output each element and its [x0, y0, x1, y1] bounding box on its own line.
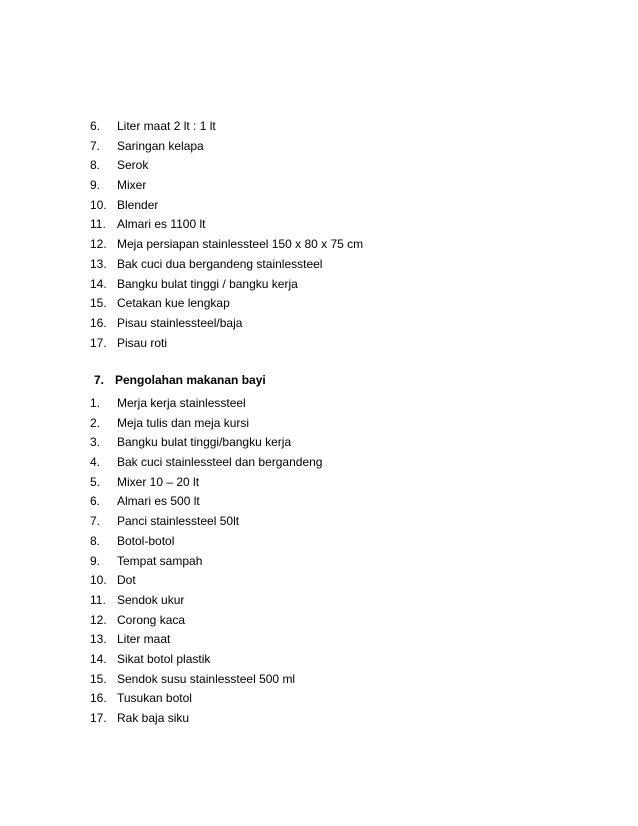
list-item — [90, 532, 322, 552]
list-item — [90, 314, 363, 334]
list-item — [90, 117, 363, 137]
item-text: Sikat botol plastik — [117, 651, 211, 666]
item-number: 14. — [90, 276, 107, 291]
list-item — [90, 571, 322, 591]
item-number: 8. — [90, 533, 101, 548]
list-item — [90, 689, 322, 709]
item-number: 15. — [90, 671, 107, 686]
baby-food-equipment-list — [90, 394, 322, 729]
list-item — [90, 512, 322, 532]
list-item — [90, 156, 363, 176]
list-item — [90, 492, 322, 512]
item-number: 3. — [90, 435, 101, 450]
item-text: Panci stainlessteel 50lt — [117, 514, 240, 529]
item-number: 9. — [90, 178, 101, 193]
item-number: 14. — [90, 651, 107, 666]
item-number: 16. — [90, 691, 107, 706]
item-number: 9. — [90, 553, 101, 568]
list-item — [90, 611, 322, 631]
item-text: Almari es 500 lt — [117, 494, 200, 509]
item-text: Tempat sampah — [117, 553, 203, 568]
item-number: 4. — [90, 455, 101, 470]
section-number: 7. — [94, 373, 105, 387]
item-text: Serok — [117, 158, 149, 173]
item-text: Pisau stainlessteel/baja — [117, 315, 243, 330]
item-number: 7. — [90, 138, 101, 153]
item-text: Sendok ukur — [117, 592, 185, 607]
item-number: 2. — [90, 415, 101, 430]
item-number: 12. — [90, 612, 107, 627]
section-heading — [94, 372, 266, 388]
item-number: 10. — [90, 197, 107, 212]
list-item — [90, 414, 322, 434]
list-item — [90, 473, 322, 493]
item-number: 6. — [90, 119, 101, 133]
item-text: Liter maat 2 lt : 1 lt — [117, 119, 216, 133]
item-number: 5. — [90, 474, 101, 489]
equipment-list-continued — [90, 117, 363, 353]
item-number: 7. — [90, 514, 101, 529]
item-text: Bangku bulat tinggi / bangku kerja — [117, 276, 298, 291]
list-item — [90, 255, 363, 275]
item-number: 17. — [90, 335, 107, 350]
item-number: 16. — [90, 315, 107, 330]
list-item — [90, 235, 363, 255]
item-text: Blender — [117, 197, 159, 212]
item-text: Saringan kelapa — [117, 138, 204, 153]
item-number: 11. — [90, 592, 106, 607]
list-item — [90, 394, 322, 414]
item-text: Pisau roti — [117, 335, 168, 350]
list-item — [90, 552, 322, 572]
item-number: 17. — [90, 711, 107, 725]
list-item — [90, 275, 363, 295]
item-text: Sendok susu stainlessteel 500 ml — [117, 671, 296, 686]
list-item — [90, 650, 322, 670]
item-number: 6. — [90, 494, 101, 509]
item-text: Rak baja siku — [117, 711, 190, 725]
list-item — [90, 334, 363, 354]
list-item — [90, 433, 322, 453]
item-text: Mixer 10 – 20 lt — [117, 474, 200, 489]
list-item — [90, 630, 322, 650]
item-number: 1. — [90, 396, 101, 410]
item-text: Liter maat — [117, 632, 171, 647]
item-number: 13. — [90, 256, 107, 271]
item-number: 11. — [90, 217, 106, 232]
section-title: Pengolahan makanan bayi — [115, 373, 266, 387]
item-text: Almari es 1100 lt — [117, 217, 206, 232]
item-text: Tusukan botol — [117, 691, 192, 706]
item-text: Botol-botol — [117, 533, 175, 548]
item-text: Corong kaca — [117, 612, 186, 627]
item-number: 13. — [90, 632, 107, 647]
list-item — [90, 215, 363, 235]
list-item — [90, 294, 363, 314]
list-item — [90, 176, 363, 196]
item-text: Dot — [117, 573, 136, 588]
item-text: Mixer — [117, 178, 147, 193]
item-text: Meja persiapan stainlessteel 150 x 80 x 75 cm — [117, 237, 364, 252]
list-item — [90, 196, 363, 216]
item-number: 12. — [90, 237, 107, 252]
list-item — [90, 591, 322, 611]
item-text: Bak cuci dua bergandeng stainlessteel — [117, 256, 323, 271]
list-item — [90, 709, 322, 729]
item-text: Bak cuci stainlessteel dan bergandeng — [117, 455, 323, 470]
item-text: Bangku bulat tinggi/bangku kerja — [117, 435, 292, 450]
list-item — [90, 670, 322, 690]
list-item — [90, 137, 363, 157]
item-text: Cetakan kue lengkap — [117, 296, 230, 311]
item-text: Meja tulis dan meja kursi — [117, 415, 250, 430]
item-number: 15. — [90, 296, 107, 311]
list-item — [90, 453, 322, 473]
item-number: 10. — [90, 573, 107, 588]
item-number: 8. — [90, 158, 101, 173]
item-text: Merja kerja stainlessteel — [117, 396, 246, 410]
